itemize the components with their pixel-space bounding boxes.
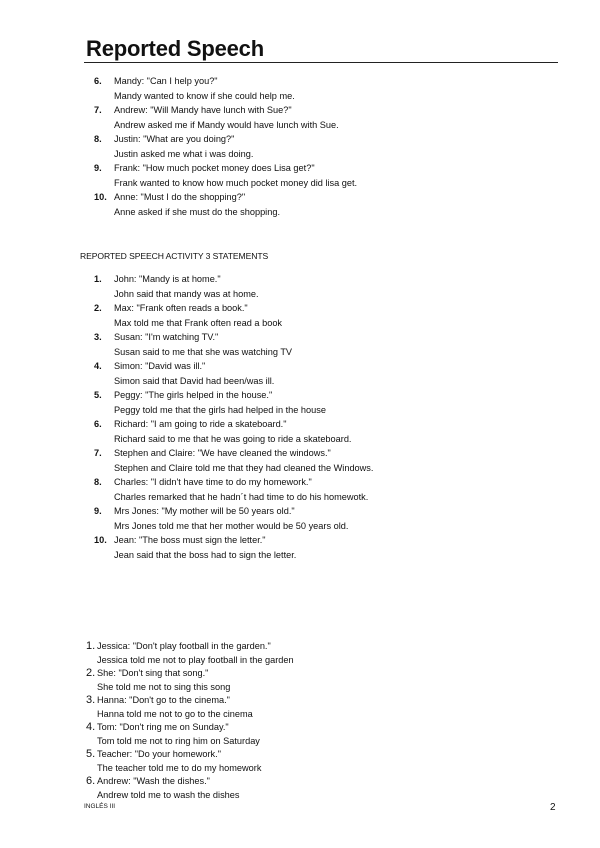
list-item	[86, 667, 294, 694]
direct-speech: Andrew: "Will Mandy have lunch with Sue?"	[114, 105, 292, 115]
reported-speech: Charles remarked that he hadn´t had time to do his homewotk.	[114, 491, 369, 502]
list-item	[94, 446, 373, 475]
item-number: 7.	[94, 448, 102, 458]
questions-list	[94, 74, 357, 219]
list-item	[94, 359, 373, 388]
direct-speech: Simon: "David was ill."	[114, 361, 206, 371]
list-item	[94, 417, 373, 446]
item-number: 6.	[94, 76, 102, 86]
reported-speech: Frank wanted to know how much pocket money did lisa get.	[114, 177, 358, 188]
commands-list	[86, 640, 294, 802]
item-number: 5.	[94, 390, 102, 400]
footer-course-name: INGLÉS III	[84, 803, 116, 810]
list-item	[86, 694, 294, 721]
list-item	[94, 330, 373, 359]
reported-speech: Jean said that the boss had to sign the letter.	[114, 549, 297, 560]
item-number: 4.	[86, 721, 96, 733]
item-number: 5.	[86, 748, 96, 760]
list-item	[94, 533, 373, 562]
item-number: 10.	[94, 192, 107, 202]
direct-speech: Hanna: "Don't go to the cinema."	[97, 695, 230, 705]
list-item	[94, 74, 357, 103]
list-item	[94, 190, 357, 219]
list-item	[94, 504, 373, 533]
item-number: 4.	[94, 361, 102, 371]
reported-speech: Tom told me not to ring him on Saturday	[97, 735, 260, 746]
reported-speech: Mrs Jones told me that her mother would be 50 years old.	[114, 520, 349, 531]
direct-speech: John: "Mandy is at home."	[114, 274, 221, 284]
item-number: 2.	[86, 667, 96, 679]
direct-speech: Mandy: "Can I help you?"	[114, 76, 218, 86]
direct-speech: Tom: "Don't ring me on Sunday."	[97, 722, 229, 732]
item-number: 6.	[86, 775, 96, 787]
list-item	[86, 721, 294, 748]
item-number: 6.	[94, 419, 102, 429]
reported-speech: Justin asked me what i was doing.	[114, 148, 254, 159]
list-item	[94, 103, 357, 132]
item-number: 8.	[94, 134, 102, 144]
list-item	[86, 775, 294, 802]
direct-speech: Peggy: "The girls helped in the house."	[114, 390, 273, 400]
direct-speech: Susan: "I'm watching TV."	[114, 332, 219, 342]
reported-speech: Andrew told me to wash the dishes	[97, 789, 240, 800]
reported-speech: Hanna told me not to go to the cinema	[97, 708, 253, 719]
list-item	[94, 132, 357, 161]
list-item	[86, 748, 294, 775]
section-heading: REPORTED SPEECH ACTIVITY 3 STATEMENTS	[80, 251, 269, 261]
reported-speech: Anne asked if she must do the shopping.	[114, 206, 280, 217]
direct-speech: Teacher: "Do your homework."	[97, 749, 221, 759]
reported-speech: Simon said that David had been/was ill.	[114, 375, 275, 386]
item-number: 1.	[86, 640, 96, 652]
item-number: 3.	[94, 332, 102, 342]
page-title: Reported Speech	[86, 36, 264, 61]
direct-speech: She: "Don't sing that song."	[97, 668, 209, 678]
list-item	[94, 161, 357, 190]
reported-speech: Andrew asked me if Mandy would have lunch with Sue.	[114, 119, 339, 130]
direct-speech: Richard: "I am going to ride a skateboard."	[114, 419, 287, 429]
item-number: 1.	[94, 274, 102, 284]
list-item	[94, 301, 373, 330]
item-number: 7.	[94, 105, 102, 115]
direct-speech: Stephen and Claire: "We have cleaned the windows."	[114, 448, 331, 458]
reported-speech: Max told me that Frank often read a book	[114, 317, 283, 328]
statements-list	[94, 272, 373, 562]
direct-speech: Justin: "What are you doing?"	[114, 134, 235, 144]
reported-speech: Peggy told me that the girls had helped in the house	[114, 404, 326, 415]
list-item	[94, 475, 373, 504]
list-item	[94, 272, 373, 301]
item-number: 10.	[94, 535, 107, 545]
reported-speech: Jessica told me not to play football in the garden	[97, 654, 294, 665]
direct-speech: Max: "Frank often reads a book."	[114, 303, 248, 313]
reported-speech: Stephen and Claire told me that they had cleaned the Windows.	[114, 462, 374, 473]
direct-speech: Andrew: "Wash the dishes."	[97, 776, 210, 786]
reported-speech: Richard said to me that he was going to ride a skateboard.	[114, 433, 352, 444]
list-item	[86, 640, 294, 667]
item-number: 2.	[94, 303, 102, 313]
direct-speech: Anne: "Must I do the shopping?"	[114, 192, 246, 202]
item-number: 9.	[94, 163, 102, 173]
direct-speech: Jessica: "Don't play football in the garden."	[97, 641, 271, 651]
item-number: 9.	[94, 506, 102, 516]
reported-speech: Mandy wanted to know if she could help me.	[114, 90, 295, 101]
reported-speech: John said that mandy was at home.	[114, 288, 259, 299]
page-number: 2	[550, 802, 556, 813]
title-divider	[84, 62, 558, 63]
reported-speech: She told me not to sing this song	[97, 681, 231, 692]
direct-speech: Frank: "How much pocket money does Lisa get?"	[114, 163, 315, 173]
item-number: 8.	[94, 477, 102, 487]
reported-speech: The teacher told me to do my homework	[97, 762, 262, 773]
direct-speech: Charles: "I didn't have time to do my homework."	[114, 477, 312, 487]
item-number: 3.	[86, 694, 96, 706]
direct-speech: Mrs Jones: "My mother will be 50 years old."	[114, 506, 295, 516]
direct-speech: Jean: "The boss must sign the letter."	[114, 535, 266, 545]
reported-speech: Susan said to me that she was watching TV	[114, 346, 293, 357]
list-item	[94, 388, 373, 417]
